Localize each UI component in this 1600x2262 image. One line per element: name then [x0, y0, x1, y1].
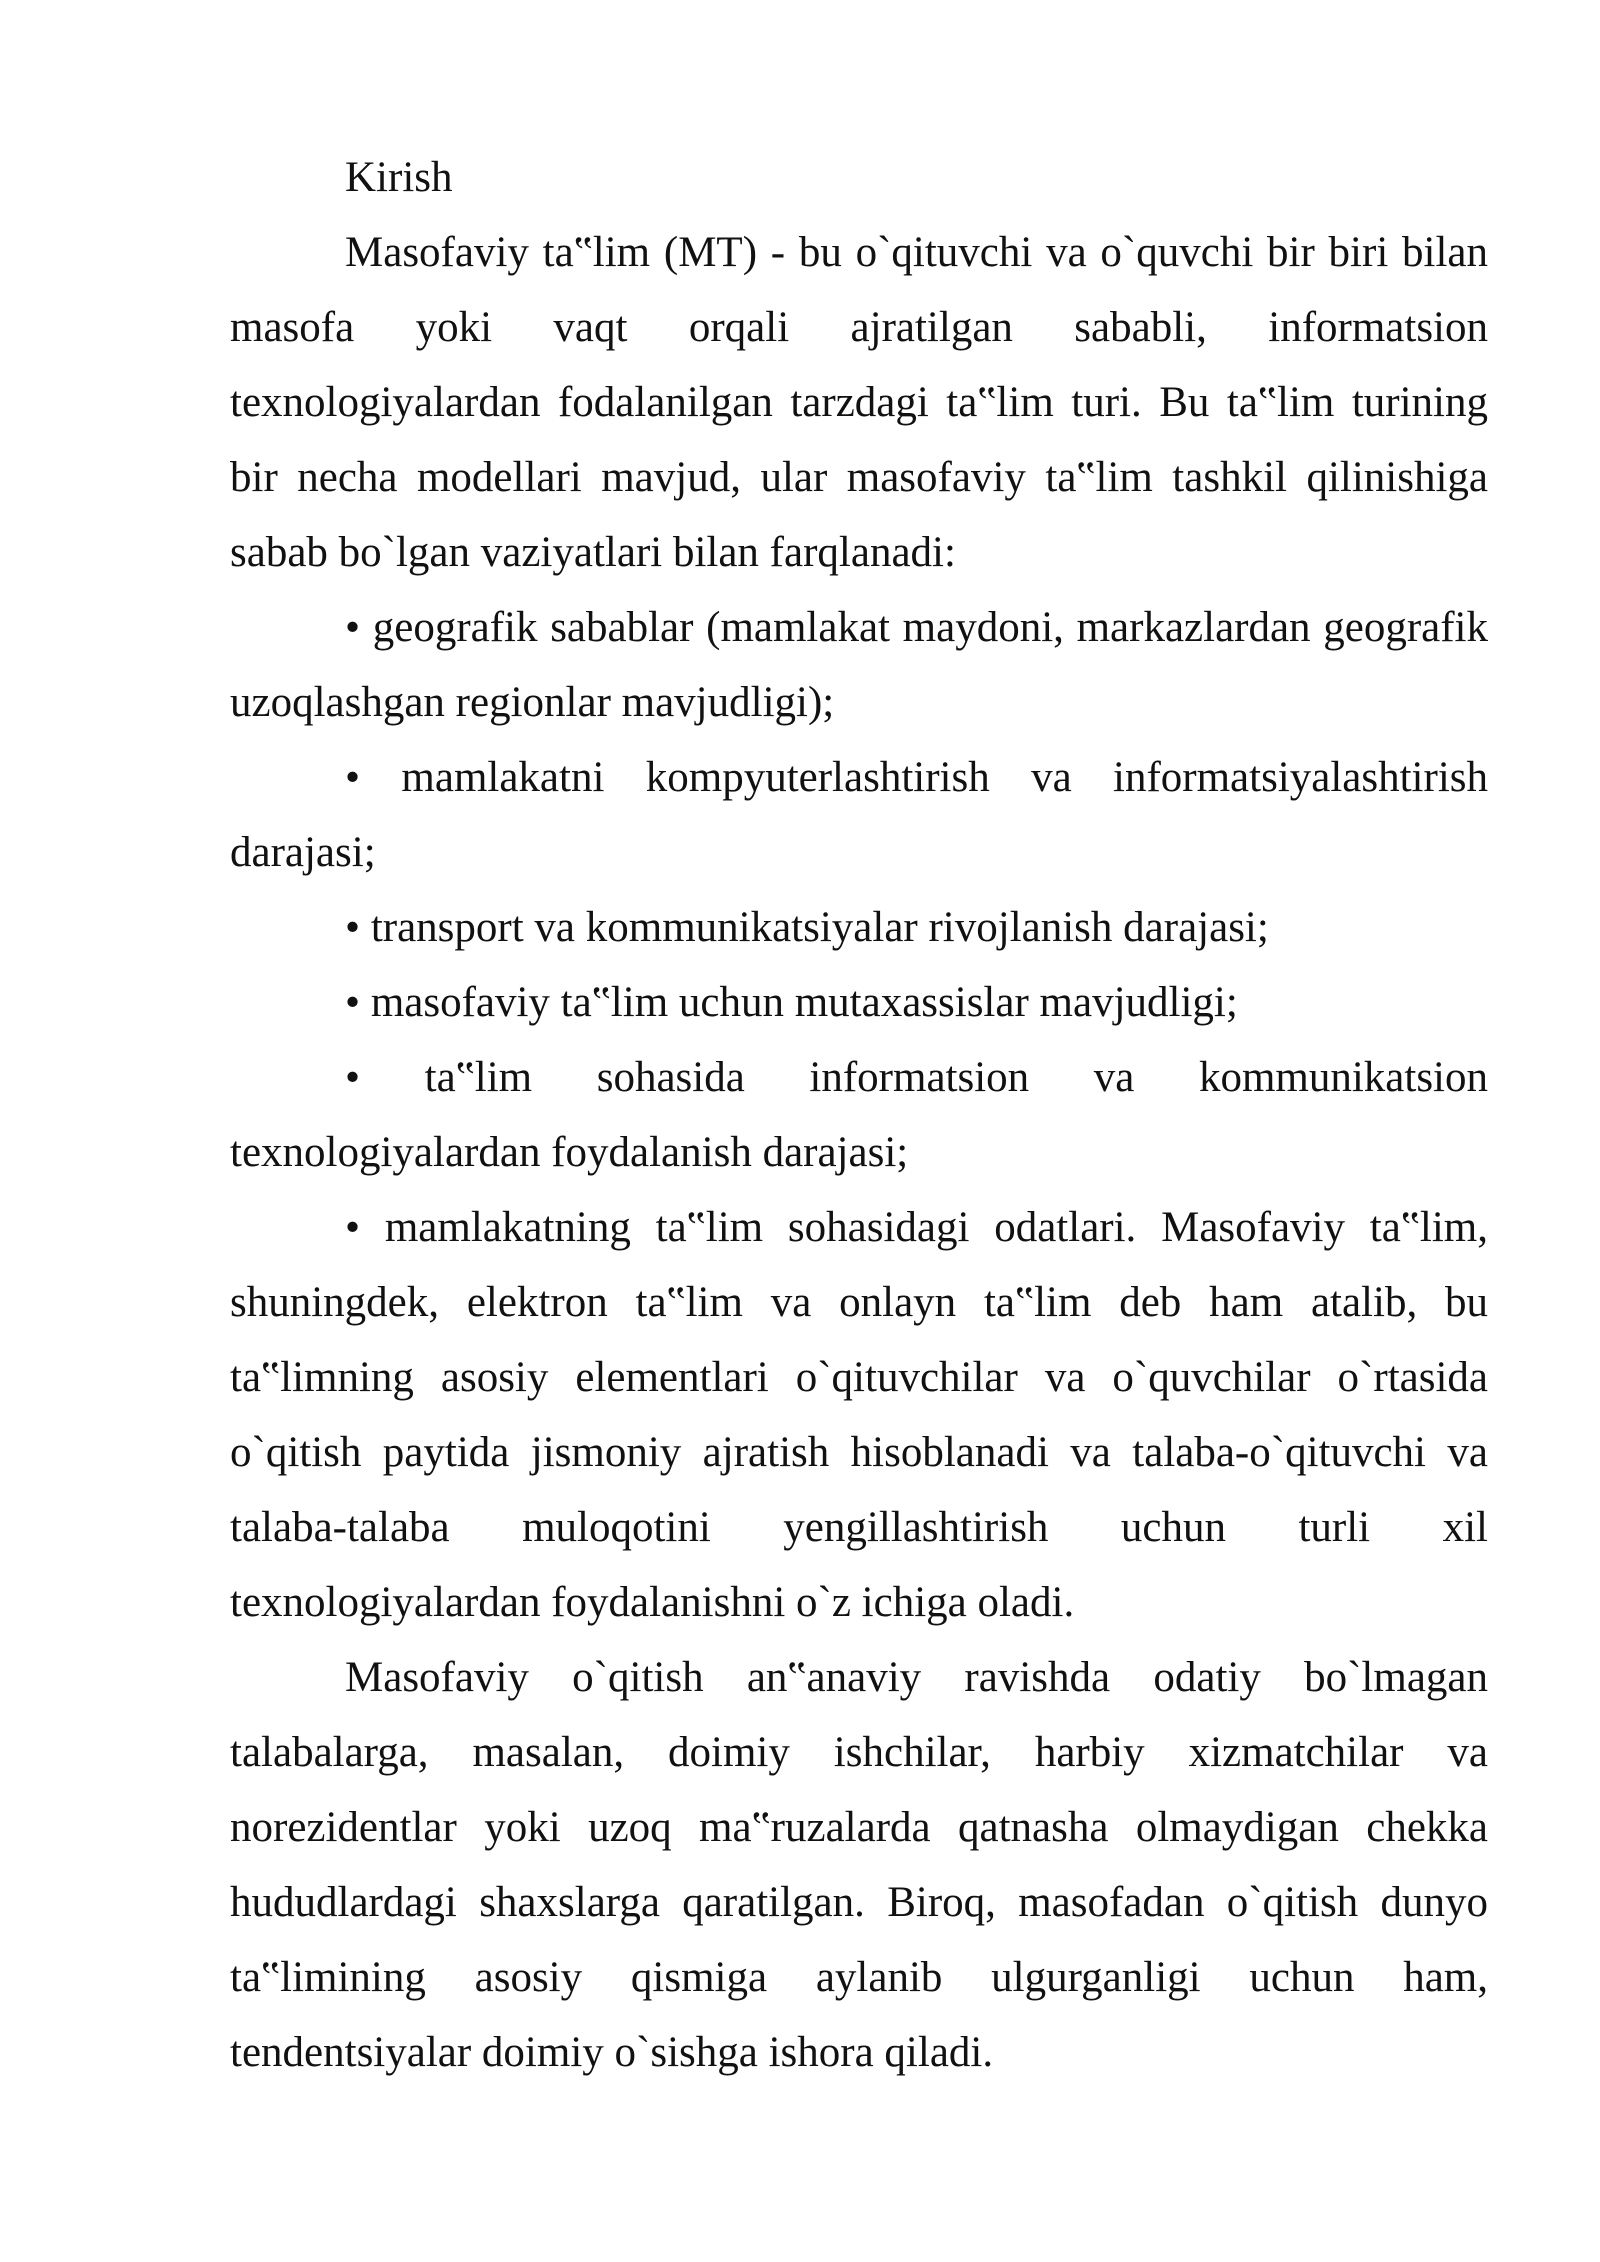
bullet-item — [230, 890, 1488, 965]
bullet-icon: • — [345, 1204, 361, 1251]
bullet-item — [230, 965, 1488, 1040]
bullet-text: transport va kommunikatsiyalar rivojlanish darajasi; — [370, 904, 1269, 951]
bullet-icon: • — [345, 754, 361, 801]
bullet-text: mamlakatni kompyuterlashtirish va informatsiyalashtirish darajasi; — [230, 754, 1489, 876]
section-heading: Kirish — [345, 154, 453, 201]
bullet-text: mamlakatning ta‟lim sohasidagi odatlari. Masofaviy ta‟lim, shuningdek, elektron ta‟lim va onlayn ta‟lim deb ham atalib, bu ta‟limning asosiy elementlari o`qituvchilar va o`quvchilar o`rtasida o`qitish paytida jismoniy ajratish hisoblanadi va talaba-o`qituvchi va talaba-talaba muloqotini yengillashtirish uchun turli xil texnologiyalardan foydalanishni o`z ichiga oladi. — [230, 1204, 1488, 1626]
bullet-text: ta‟lim sohasida informatsion va kommunikatsion texnologiyalardan foydalanish darajasi; — [230, 1054, 1488, 1176]
bullet-item — [230, 1190, 1488, 1640]
bullet-icon: • — [345, 1054, 361, 1101]
closing-paragraph: Masofaviy o`qitish an‟anaviy ravishda odatiy bo`lmagan talabalarga, masalan, doimiy ishchilar, harbiy xizmatchilar va norezidentlar yoki uzoq ma‟ruzalarda qatnasha olmaydigan chekka hududlardagi shaxslarga qaratilgan. Biroq, masofadan o`qitish dunyo ta‟limining asosiy qismiga aylanib ulgurganligi uchun ham, tendentsiyalar doimiy o`sishga ishora qiladi. — [230, 1654, 1488, 2076]
bullet-text: geografik sabablar (mamlakat maydoni, markazlardan geografik uzoqlashgan regionlar mavjudligi); — [230, 604, 1488, 726]
bullet-item — [230, 740, 1488, 890]
bullet-icon: • — [345, 979, 361, 1026]
bullet-icon: • — [345, 904, 361, 951]
bullet-text: masofaviy ta‟lim uchun mutaxassislar mavjudligi; — [370, 979, 1238, 1026]
bullet-icon: • — [345, 604, 361, 651]
bullet-item — [230, 1040, 1488, 1190]
bullet-item — [230, 590, 1488, 740]
intro-paragraph: Masofaviy ta‟lim (MT) - bu o`qituvchi va o`quvchi bir biri bilan masofa yoki vaqt orqali ajratilgan sababli, informatsion texnologiyalardan fodalanilgan tarzdagi ta‟lim turi. Bu ta‟lim turining bir necha modellari mavjud, ular masofaviy ta‟lim tashkil qilinishiga sabab bo`lgan vaziyatlari bilan farqlanadi: — [230, 229, 1488, 576]
document-body — [230, 140, 1488, 2090]
